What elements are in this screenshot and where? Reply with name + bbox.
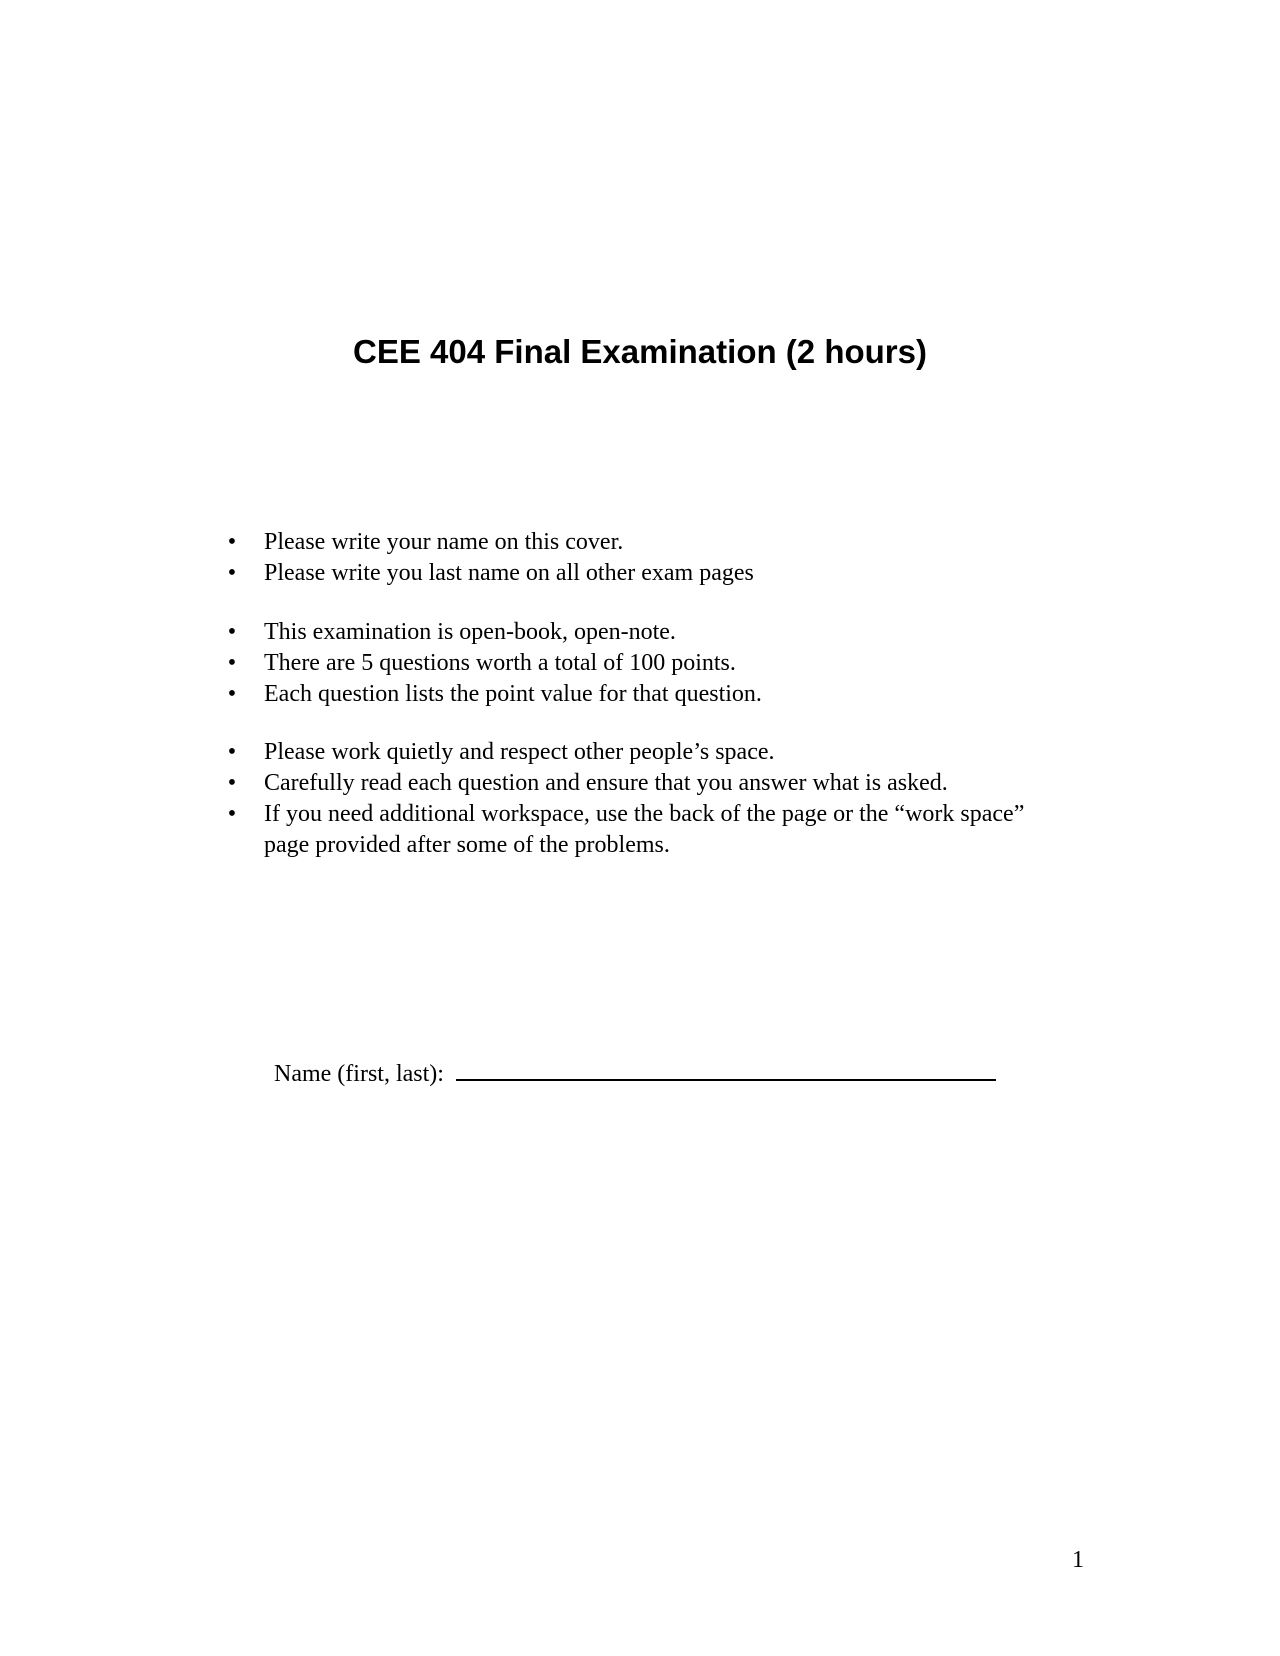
instructions-group-format bbox=[222, 617, 762, 710]
list-item bbox=[222, 527, 754, 558]
bullet-icon: • bbox=[227, 650, 237, 676]
bullet-icon: • bbox=[227, 529, 237, 555]
instructions-group-conduct bbox=[222, 737, 1064, 861]
bullet-icon: • bbox=[227, 560, 237, 586]
list-item bbox=[222, 617, 762, 648]
instruction-text: Please write your name on this cover. bbox=[264, 529, 624, 555]
list-item bbox=[222, 679, 762, 710]
name-blank-line[interactable] bbox=[456, 1057, 996, 1081]
instruction-text: There are 5 questions worth a total of 100 points. bbox=[264, 650, 736, 676]
instruction-text: If you need additional workspace, use the back of the page or the “work space” page provided after some of the problems. bbox=[264, 801, 1025, 858]
bullet-icon: • bbox=[227, 619, 237, 645]
list-item bbox=[222, 768, 1064, 799]
instruction-text: Each question lists the point value for that question. bbox=[264, 681, 762, 707]
list-item bbox=[222, 799, 1064, 861]
instruction-text: Please write you last name on all other exam pages bbox=[264, 560, 754, 586]
bullet-icon: • bbox=[227, 739, 237, 765]
page-number: 1 bbox=[1072, 1547, 1084, 1573]
instruction-text: Please work quietly and respect other people’s space. bbox=[264, 739, 775, 765]
instruction-text: Carefully read each question and ensure that you answer what is asked. bbox=[264, 770, 948, 796]
bullet-icon: • bbox=[227, 681, 237, 707]
list-item bbox=[222, 558, 754, 589]
name-field bbox=[274, 1057, 996, 1090]
instruction-text: This examination is open-book, open-note. bbox=[264, 619, 676, 645]
list-item bbox=[222, 648, 762, 679]
name-field-label: Name (first, last): bbox=[274, 1061, 444, 1087]
instructions-group-name bbox=[222, 527, 754, 589]
list-item bbox=[222, 737, 1064, 768]
bullet-icon: • bbox=[227, 770, 237, 796]
page-title: CEE 404 Final Examination (2 hours) bbox=[353, 333, 927, 370]
bullet-icon: • bbox=[227, 801, 237, 827]
